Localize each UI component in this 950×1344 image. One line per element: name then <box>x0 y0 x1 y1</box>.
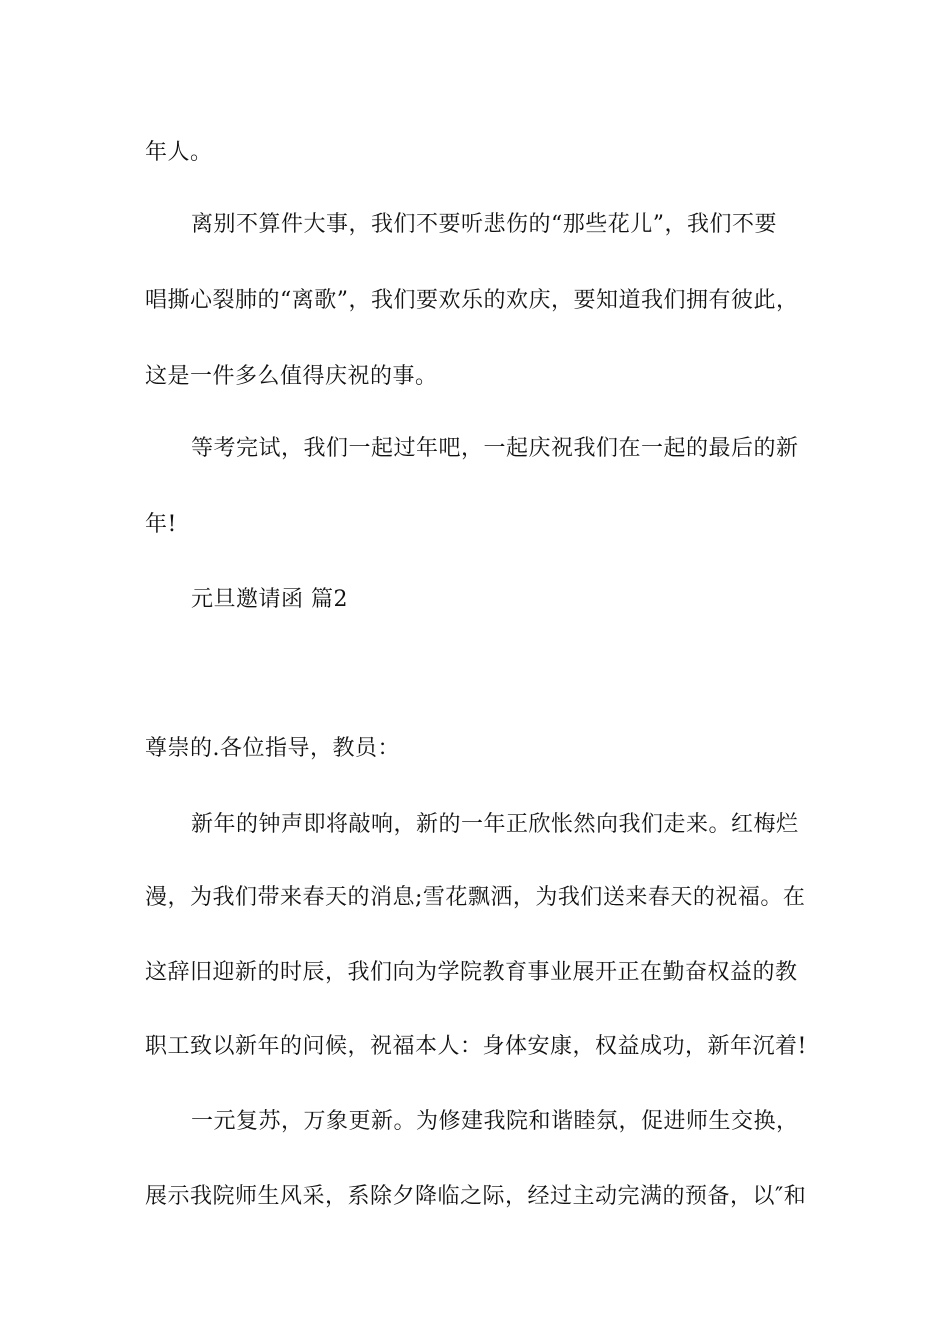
paragraph-line: 年人。 <box>145 140 213 165</box>
paragraph-line: 展示我院师生风采，系除夕降临之际，经过主动完满的预备，以″和 <box>145 1184 807 1209</box>
paragraph-line: 新年的钟声即将敲响，新的一年正欣怅然向我们走来。红梅烂 <box>191 812 799 837</box>
paragraph-line: 唱撕心裂肺的“离歌”，我们要欢乐的欢庆，要知道我们拥有彼此， <box>145 288 799 313</box>
paragraph-line: 等考完试，我们一起过年吧，一起庆祝我们在一起的最后的新 <box>191 436 799 461</box>
paragraph-line: 一元复苏，万象更新。为修建我院和谐睦氛，促进师生交换， <box>191 1109 799 1134</box>
paragraph-line: 职工致以新年的问候，祝福本人：身体安康，权益成功，新年沉着! <box>145 1034 807 1059</box>
paragraph-line: 年! <box>145 512 177 537</box>
paragraph-line: 漫，为我们带来春天的消息;雪花飘洒，为我们送来春天的祝福。在 <box>145 885 806 910</box>
paragraph-line: 这辞旧迎新的时辰，我们向为学院教育事业展开正在勤奋权益的教 <box>145 960 798 985</box>
salutation: 尊崇的.各位指导，教员： <box>145 736 400 761</box>
section-heading: 元旦邀请函 篇2 <box>191 587 348 612</box>
paragraph-line: 离别不算件大事，我们不要听悲伤的“那些花儿”，我们不要 <box>191 212 777 237</box>
paragraph-line: 这是一件多么值得庆祝的事。 <box>145 364 438 389</box>
